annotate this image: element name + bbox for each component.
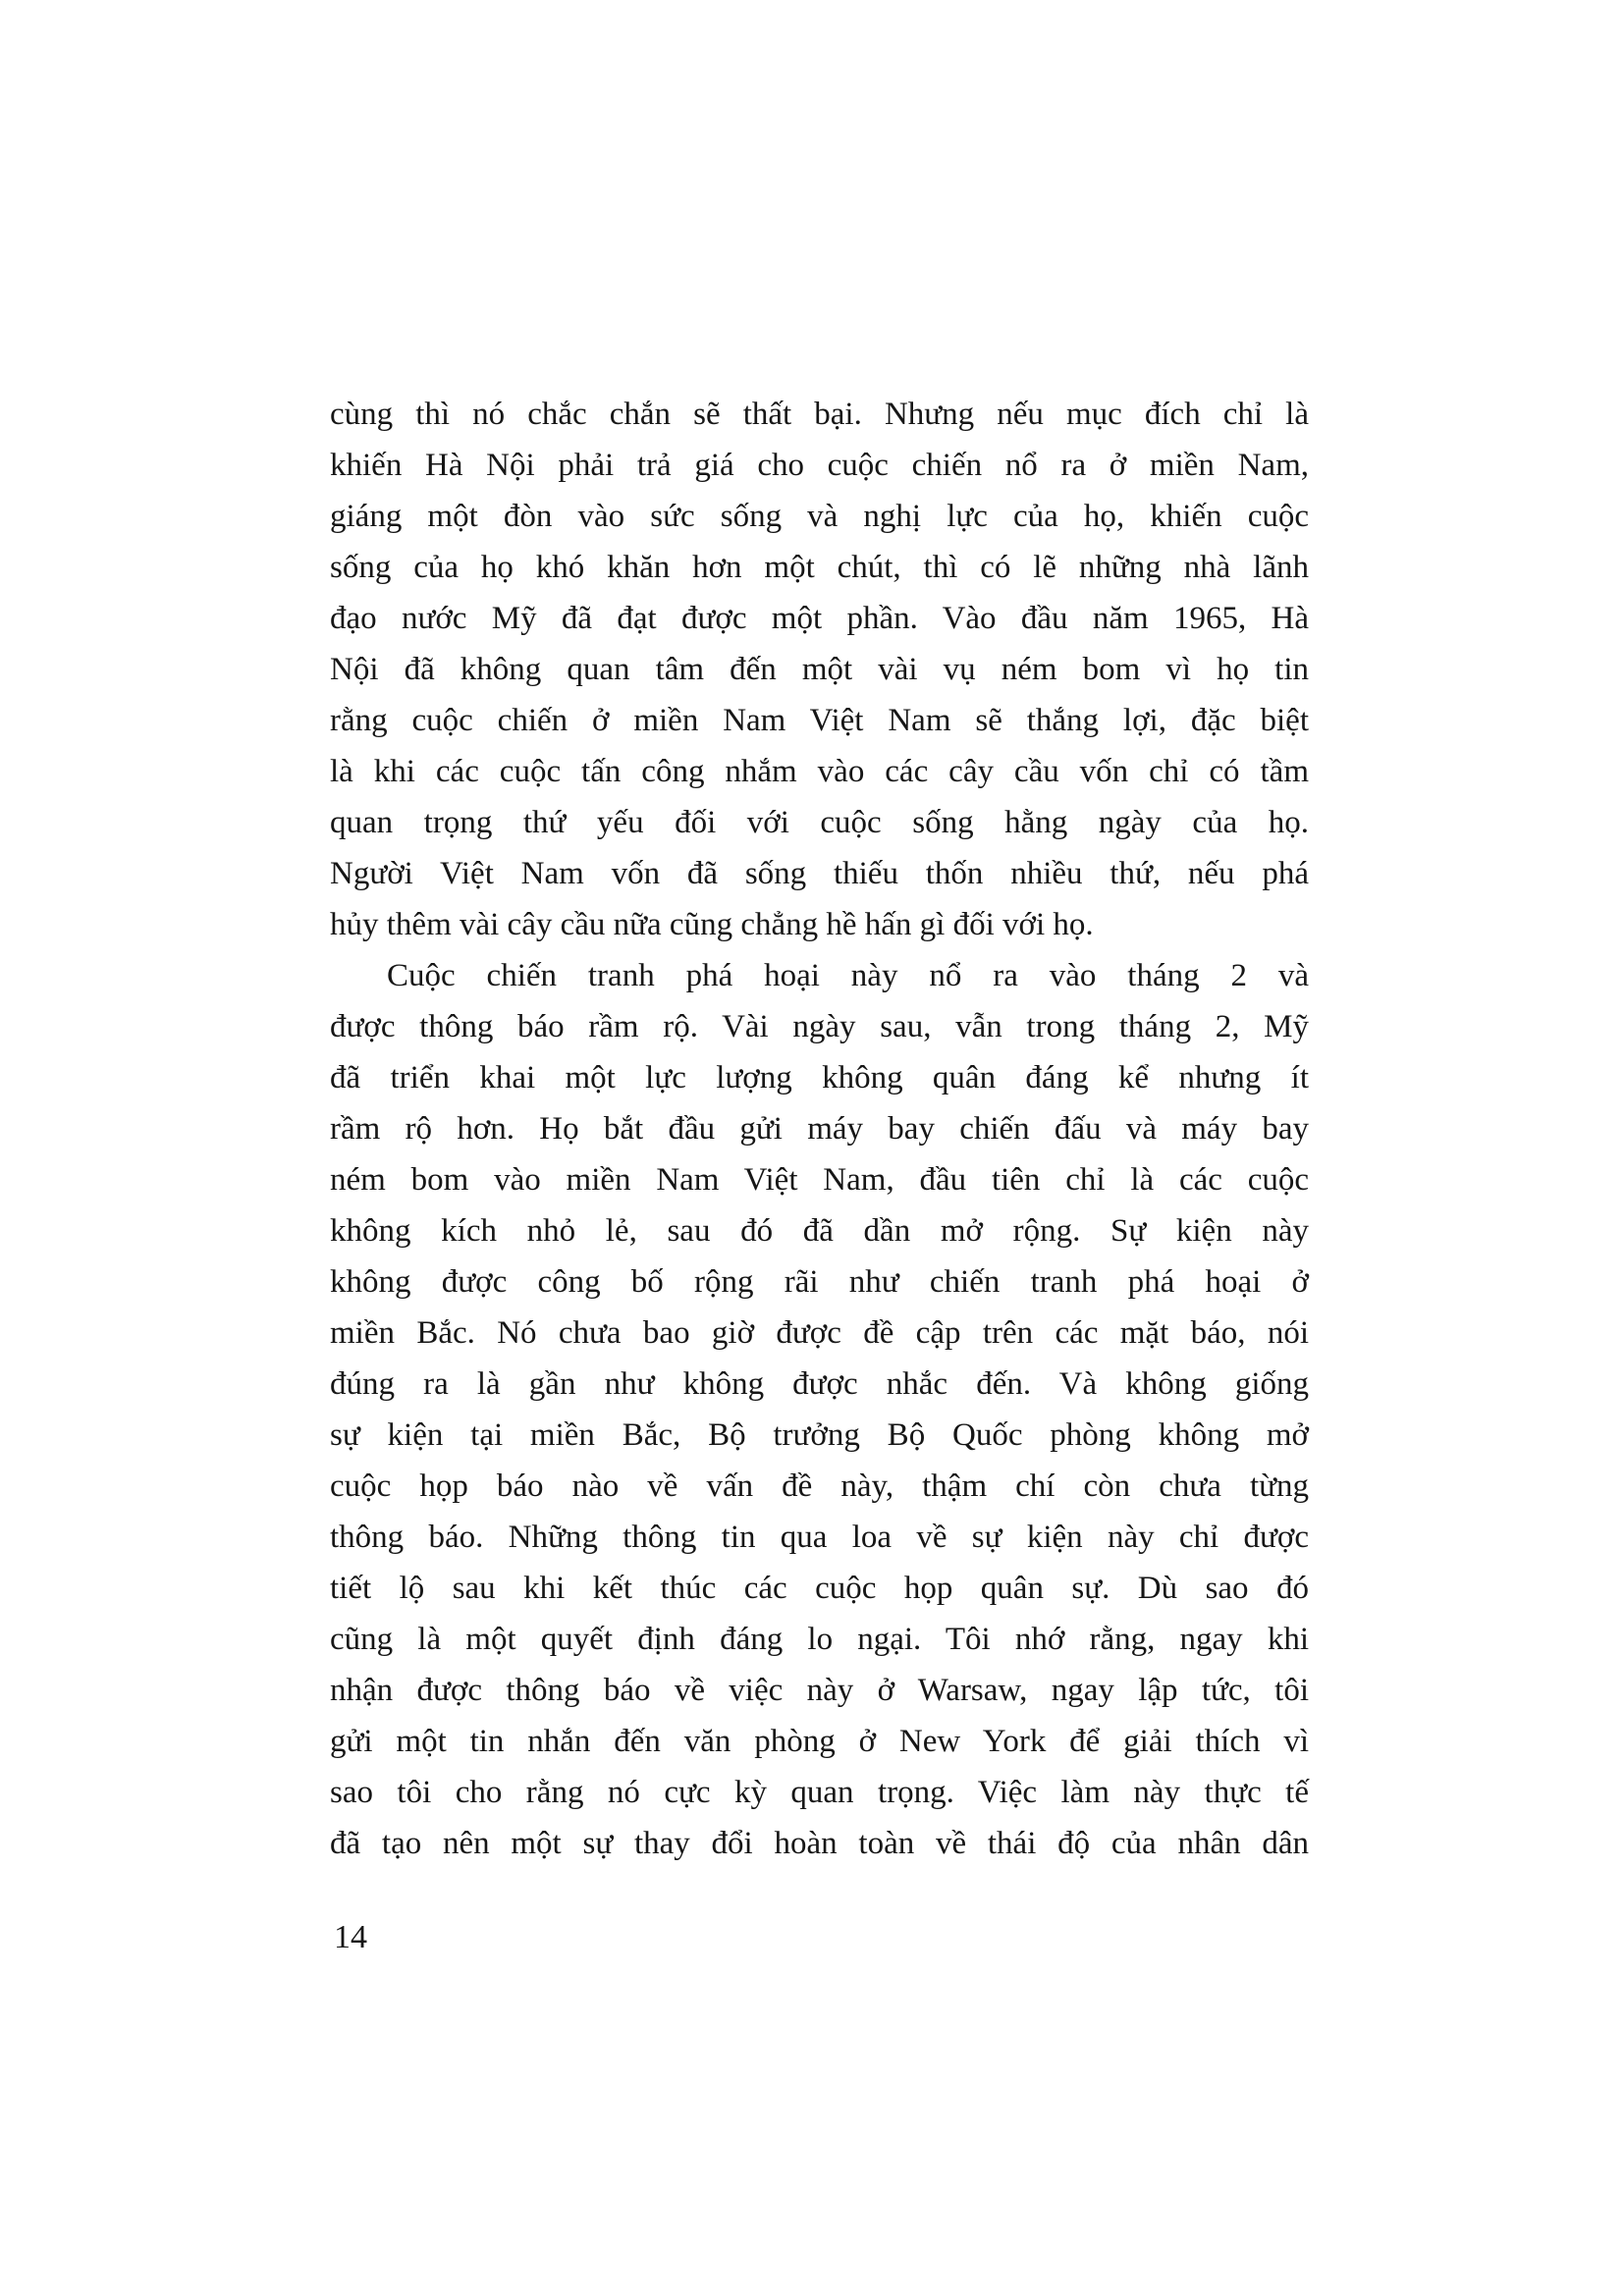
- text-line: là khi các cuộc tấn công nhắm vào các cây cầu vốn chỉ có tầm: [330, 754, 1309, 789]
- text-line: cùng thì nó chắc chắn sẽ thất bại. Nhưng nếu mục đích chỉ là: [330, 397, 1309, 432]
- text-line: Cuộc chiến tranh phá hoại này nổ ra vào tháng 2 và: [387, 958, 1309, 993]
- text-line: sự kiện tại miền Bắc, Bộ trưởng Bộ Quốc phòng không mở: [330, 1417, 1309, 1453]
- text-line: cũng là một quyết định đáng lo ngại. Tôi nhớ rằng, ngay khi: [330, 1622, 1309, 1657]
- text-line: tiết lộ sau khi kết thúc các cuộc họp quân sự. Dù sao đó: [330, 1571, 1309, 1606]
- body-text: [330, 389, 1309, 1869]
- text-line: Người Việt Nam vốn đã sống thiếu thốn nhiều thứ, nếu phá: [330, 856, 1309, 891]
- text-line: khiến Hà Nội phải trả giá cho cuộc chiến nổ ra ở miền Nam,: [330, 448, 1309, 483]
- text-line: không được công bố rộng rãi như chiến tranh phá hoại ở: [330, 1264, 1309, 1300]
- text-line: đã tạo nên một sự thay đổi hoàn toàn về thái độ của nhân dân: [330, 1826, 1309, 1861]
- text-line: thông báo. Những thông tin qua loa về sự kiện này chỉ được: [330, 1520, 1309, 1555]
- text-line: rầm rộ hơn. Họ bắt đầu gửi máy bay chiến đấu và máy bay: [330, 1111, 1309, 1147]
- text-line: không kích nhỏ lẻ, sau đó đã dần mở rộng. Sự kiện này: [330, 1213, 1309, 1249]
- text-line: đạo nước Mỹ đã đạt được một phần. Vào đầu năm 1965, Hà: [330, 601, 1309, 636]
- paragraph: [330, 389, 1309, 950]
- text-line: hủy thêm vài cây cầu nữa cũng chẳng hề hấn gì đối với họ.: [330, 907, 1094, 942]
- text-line: gửi một tin nhắn đến văn phòng ở New York để giải thích vì: [330, 1724, 1309, 1759]
- page-number: 14: [334, 1919, 367, 1955]
- text-line: giáng một đòn vào sức sống và nghị lực của họ, khiến cuộc: [330, 499, 1309, 534]
- paragraph: [330, 950, 1309, 1869]
- text-line: sao tôi cho rằng nó cực kỳ quan trọng. Việc làm này thực tế: [330, 1775, 1309, 1810]
- text-line: cuộc họp báo nào về vấn đề này, thậm chí còn chưa từng: [330, 1468, 1309, 1504]
- text-line: nhận được thông báo về việc này ở Warsaw, ngay lập tức, tôi: [330, 1673, 1309, 1708]
- text-line: miền Bắc. Nó chưa bao giờ được đề cập trên các mặt báo, nói: [330, 1315, 1309, 1351]
- text-line: Nội đã không quan tâm đến một vài vụ ném bom vì họ tin: [330, 652, 1309, 687]
- text-line: ném bom vào miền Nam Việt Nam, đầu tiên chỉ là các cuộc: [330, 1162, 1309, 1198]
- text-line: đã triển khai một lực lượng không quân đáng kể nhưng ít: [330, 1060, 1309, 1095]
- text-line: được thông báo rầm rộ. Vài ngày sau, vẫn trong tháng 2, Mỹ: [330, 1009, 1309, 1044]
- text-line: đúng ra là gần như không được nhắc đến. Và không giống: [330, 1366, 1309, 1402]
- text-line: quan trọng thứ yếu đối với cuộc sống hằng ngày của họ.: [330, 805, 1309, 840]
- text-line: sống của họ khó khăn hơn một chút, thì có lẽ những nhà lãnh: [330, 550, 1309, 585]
- text-line: rằng cuộc chiến ở miền Nam Việt Nam sẽ thắng lợi, đặc biệt: [330, 703, 1309, 738]
